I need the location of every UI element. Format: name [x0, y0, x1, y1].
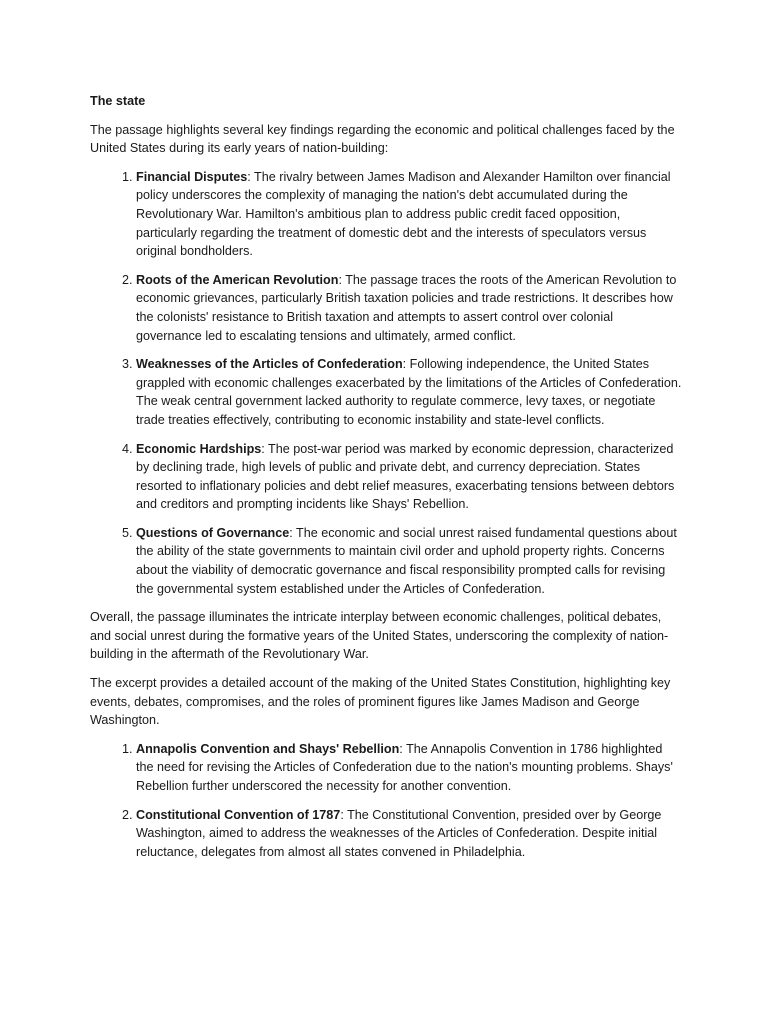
item-text: : The post-war period was marked by economic depression, characterized by declining trade, high levels of public and private debt, and currency depreciation. States resorted to inflationary policies and debt relief measures, exacerbating tensions between debtors and creditors and prompting incidents like Shays' Rebellion.: [136, 441, 675, 512]
list-item: [136, 271, 682, 345]
list-item: [136, 524, 682, 598]
excerpt-intro-paragraph: The excerpt provides a detailed account of the making of the United States Constitution, highlighting key events, debates, compromises, and the roles of prominent figures like James Madison and George Washington.: [90, 676, 671, 728]
item-term: Financial Disputes: [136, 169, 248, 184]
item-term: Questions of Governance: [136, 525, 290, 540]
item-term: Weaknesses of the Articles of Confederation: [136, 357, 403, 372]
list-item: [136, 168, 682, 261]
item-text: : Following independence, the United States grappled with economic challenges exacerbated by the limitations of the Articles of Confederation. The weak central government lacked authority to regulate commerce, levy taxes, or negotiate trade treaties effectively, contributing to economic instability and state-level conflicts.: [136, 357, 682, 427]
item-term: Roots of the American Revolution: [136, 272, 339, 287]
item-text: : The passage traces the roots of the American Revolution to economic grievances, particularly British taxation policies and trade restrictions. It describes how the colonists' resistance to British taxation and attempts to assert control over colonial governance led to escalating tensions and ultimately, armed conflict.: [136, 272, 677, 343]
list-item: [136, 740, 682, 796]
item-term: Constitutional Convention of 1787: [136, 807, 341, 822]
document-page: [90, 92, 682, 871]
intro-paragraph: The passage highlights several key findings regarding the economic and political challenges faced by the United States during its early years of nation-building:: [90, 122, 675, 156]
list-item: [136, 440, 682, 514]
list-item: [136, 355, 682, 429]
section-heading: The state: [90, 94, 146, 108]
item-term: Economic Hardships: [136, 441, 262, 456]
item-text: : The economic and social unrest raised fundamental questions about the ability of the state governments to maintain civil order and uphold property rights. Concerns about the viability of democratic governance and fiscal responsibility prompted calls for revising the governmental system established under the Articles of Confederation.: [136, 525, 677, 596]
item-term: Annapolis Convention and Shays' Rebellion: [136, 741, 400, 756]
list-item: [136, 806, 682, 862]
findings-list: [90, 168, 682, 598]
events-list: [90, 740, 682, 862]
item-text: : The Annapolis Convention in 1786 highlighted the need for revising the Articles of Confederation due to the nation's mounting problems. Shays' Rebellion further underscored the necessity for another convention.: [136, 741, 673, 793]
summary-paragraph: Overall, the passage illuminates the intricate interplay between economic challenges, political debates, and social unrest during the formative years of the United States, underscoring the complexity of nation-building in the aftermath of the Revolutionary War.: [90, 610, 669, 662]
item-text: : The Constitutional Convention, presided over by George Washington, aimed to address the weaknesses of the Articles of Confederation. Despite initial reluctance, delegates from almost all states convened in Philadelphia.: [136, 807, 662, 859]
item-text: : The rivalry between James Madison and Alexander Hamilton over financial policy underscores the complexity of managing the nation's debt accumulated during the Revolutionary War. Hamilton's ambitious plan to address public credit faced opposition, particularly regarding the treatment of domestic debt and the interests of speculators versus original bondholders.: [136, 169, 671, 259]
